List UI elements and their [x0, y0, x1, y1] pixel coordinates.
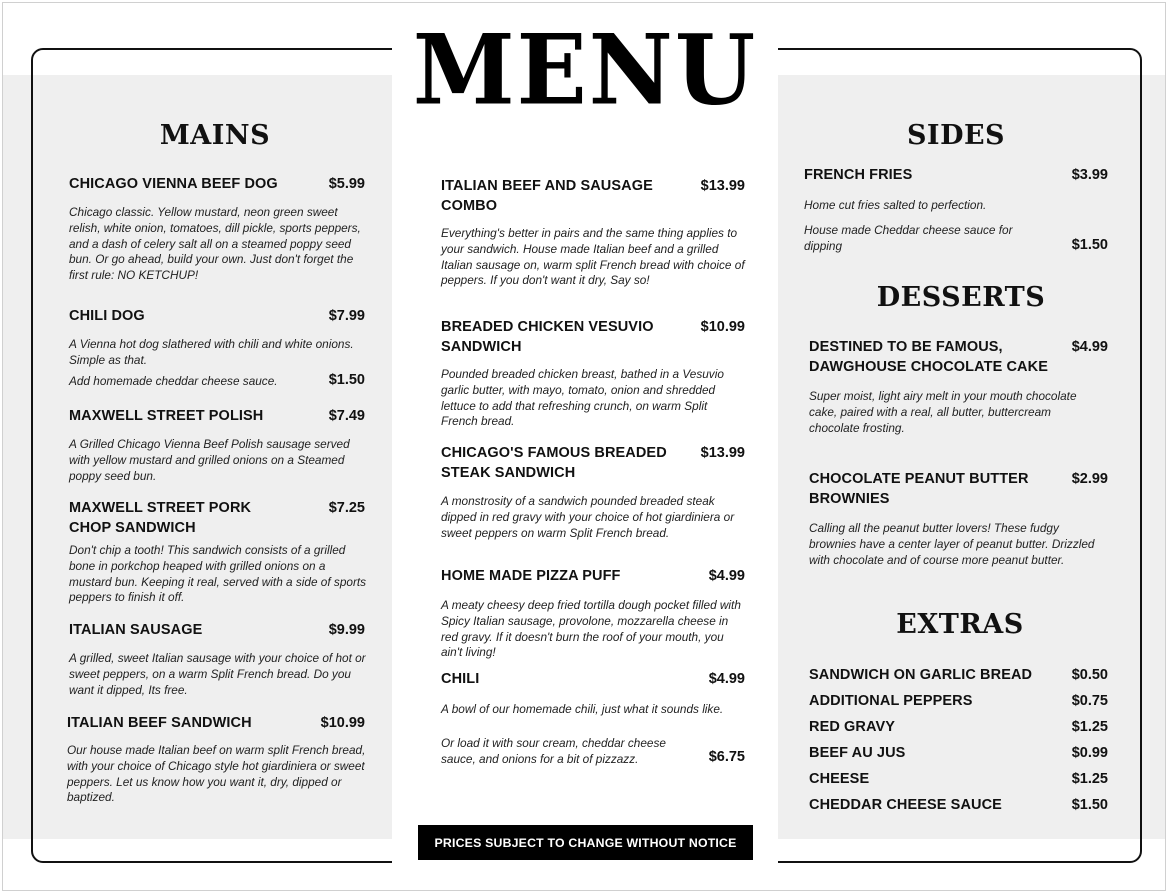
menu-item-price: $4.99	[708, 568, 745, 584]
extra-item-price: $0.75	[1071, 693, 1108, 709]
price-notice-banner: PRICES SUBJECT TO CHANGE WITHOUT NOTICE	[418, 825, 753, 860]
menu-item-name: HOME MADE PIZZA PUFF	[441, 568, 621, 584]
menu-item-price: $13.99	[700, 178, 745, 194]
addon-description: Add homemade cheddar cheese sauce.	[69, 374, 278, 388]
extra-item-name: BEEF AU JUS	[809, 745, 906, 761]
menu-item-name: BREADED CHICKEN VESUVIO SANDWICH	[441, 319, 654, 355]
menu-item-price: $10.99	[320, 715, 365, 731]
menu-item-price: $7.99	[328, 308, 365, 324]
extra-item-name: CHEDDAR CHEESE SAUCE	[809, 797, 1002, 813]
menu-item-name: MAXWELL STREET POLISH	[69, 408, 264, 424]
menu-item-description: Don't chip a tooth! This sandwich consists of a grilled bone in porkchop heaped with grilled onions on a mustard bun. Keeping it real, served with a side of sports peppers to finish it off.	[69, 543, 367, 605]
extra-item-name: ADDITIONAL PEPPERS	[809, 693, 973, 709]
menu-item-description: Our house made Italian beef on warm split French bread, with your choice of Chicago style hot giardiniera or sweet peppers. Let us know how you want it, dry, dipped or baptized.	[67, 743, 366, 805]
menu-item-price: $7.25	[328, 500, 365, 516]
menu-item-name: CHICAGO'S FAMOUS BREADED STEAK SANDWICH	[441, 445, 667, 481]
menu-item-price: $4.99	[1071, 339, 1108, 355]
menu-item-price: $9.99	[328, 622, 365, 638]
menu-item-name: CHILI	[441, 671, 480, 687]
desserts-heading: DESSERTS	[876, 282, 1046, 313]
menu-item-name: MAXWELL STREET PORK CHOP SANDWICH	[69, 500, 252, 536]
extras-heading: EXTRAS	[896, 609, 1024, 640]
menu-item-description: A grilled, sweet Italian sausage with your choice of hot or sweet peppers, on a warm Split French bread. Do you want it dipped, Its free.	[69, 651, 366, 697]
menu-item-price: $5.99	[328, 176, 365, 192]
menu-item-price: $10.99	[700, 319, 745, 335]
addon-description: Or load it with sour cream, cheddar cheese sauce, and onions for a bit of pizzazz.	[441, 736, 666, 766]
sides-heading: SIDES	[906, 120, 1006, 151]
addon-price: $6.75	[708, 749, 745, 765]
menu-item-description: Pounded breaded chicken breast, bathed in a Vesuvio garlic butter, with mayo, tomato, onion and shredded lettuce to add that refreshing crunch, on warm Split French bread.	[441, 367, 724, 429]
extra-item-price: $0.50	[1071, 667, 1108, 683]
extra-item-name: RED GRAVY	[809, 719, 896, 735]
menu-item-price: $13.99	[700, 445, 745, 461]
menu-item-description: Chicago classic. Yellow mustard, neon green sweet relish, white onion, tomatoes, dill pickle, sports peppers, and a dash of celery salt all on a steamed poppy seed bun. Or go ahead, build your own. Just don't forget the first rule: NO KETCHUP!	[69, 205, 361, 283]
menu-item-price: $4.99	[708, 671, 745, 687]
menu-item-name: CHILI DOG	[69, 308, 145, 324]
addon-description: House made Cheddar cheese sauce for dipping	[804, 223, 1013, 253]
menu-item-name: CHICAGO VIENNA BEEF DOG	[69, 176, 278, 192]
menu-item-description: A meaty cheesy deep fried tortilla dough pocket filled with Spicy Italian sausage, provolone, mozzarella cheese in red gravy. If it doesn't burn the roof of your mouth, you ain't living!	[441, 598, 741, 660]
menu-item-description: A Vienna hot dog slathered with chili and white onions. Simple as that.	[69, 337, 354, 367]
menu-title: MENU	[412, 13, 758, 127]
menu-item-description: Calling all the peanut butter lovers! These fudgy brownies have a center layer of peanut butter. Drizzled with chocolate and of course more peanut butter.	[809, 521, 1095, 567]
menu-item-name: CHOCOLATE PEANUT BUTTER BROWNIES	[809, 471, 1029, 507]
extra-item-price: $1.50	[1071, 797, 1108, 813]
extra-item-price: $1.25	[1071, 719, 1108, 735]
menu-item-name: DESTINED TO BE FAMOUS, DAWGHOUSE CHOCOLATE CAKE	[809, 339, 1048, 375]
extra-item-price: $1.25	[1071, 771, 1108, 787]
menu-item-name: ITALIAN BEEF SANDWICH	[67, 715, 252, 731]
menu-item-price: $7.49	[328, 408, 365, 424]
extra-item-name: SANDWICH ON GARLIC BREAD	[809, 667, 1033, 683]
menu-item-name: ITALIAN SAUSAGE	[69, 622, 203, 638]
extra-item-price: $0.99	[1071, 745, 1108, 761]
menu-item-name: FRENCH FRIES	[804, 167, 913, 183]
menu-item-description: A monstrosity of a sandwich pounded breaded steak dipped in red gravy with your choice of hot giardiniera or sweet peppers on warm Split French bread.	[441, 494, 735, 540]
menu-item-name: ITALIAN BEEF AND SAUSAGE COMBO	[441, 178, 653, 214]
extra-item-name: CHEESE	[809, 771, 870, 787]
menu-item-description: Super moist, light airy melt in your mouth chocolate cake, paired with a real, all butter, buttercream chocolate frosting.	[809, 389, 1077, 435]
addon-price: $1.50	[328, 372, 365, 388]
menu-item-description: Home cut fries salted to perfection.	[804, 198, 987, 212]
menu-item-description: A Grilled Chicago Vienna Beef Polish sausage served with yellow mustard and grilled onions on a Steamed poppy seed bun.	[69, 437, 350, 483]
menu-item-description: Everything's better in pairs and the same thing applies to your sandwich. House made Italian beef and a grilled Italian sausage on, warm split French bread with choice of peppers. If you don't want it dry, Say so!	[441, 226, 745, 288]
menu-item-price: $2.99	[1071, 471, 1108, 487]
menu-item-price: $3.99	[1071, 167, 1108, 183]
menu-item-description: A bowl of our homemade chili, just what it sounds like.	[441, 702, 724, 716]
addon-price: $1.50	[1071, 237, 1108, 253]
mains-heading: MAINS	[159, 120, 271, 151]
